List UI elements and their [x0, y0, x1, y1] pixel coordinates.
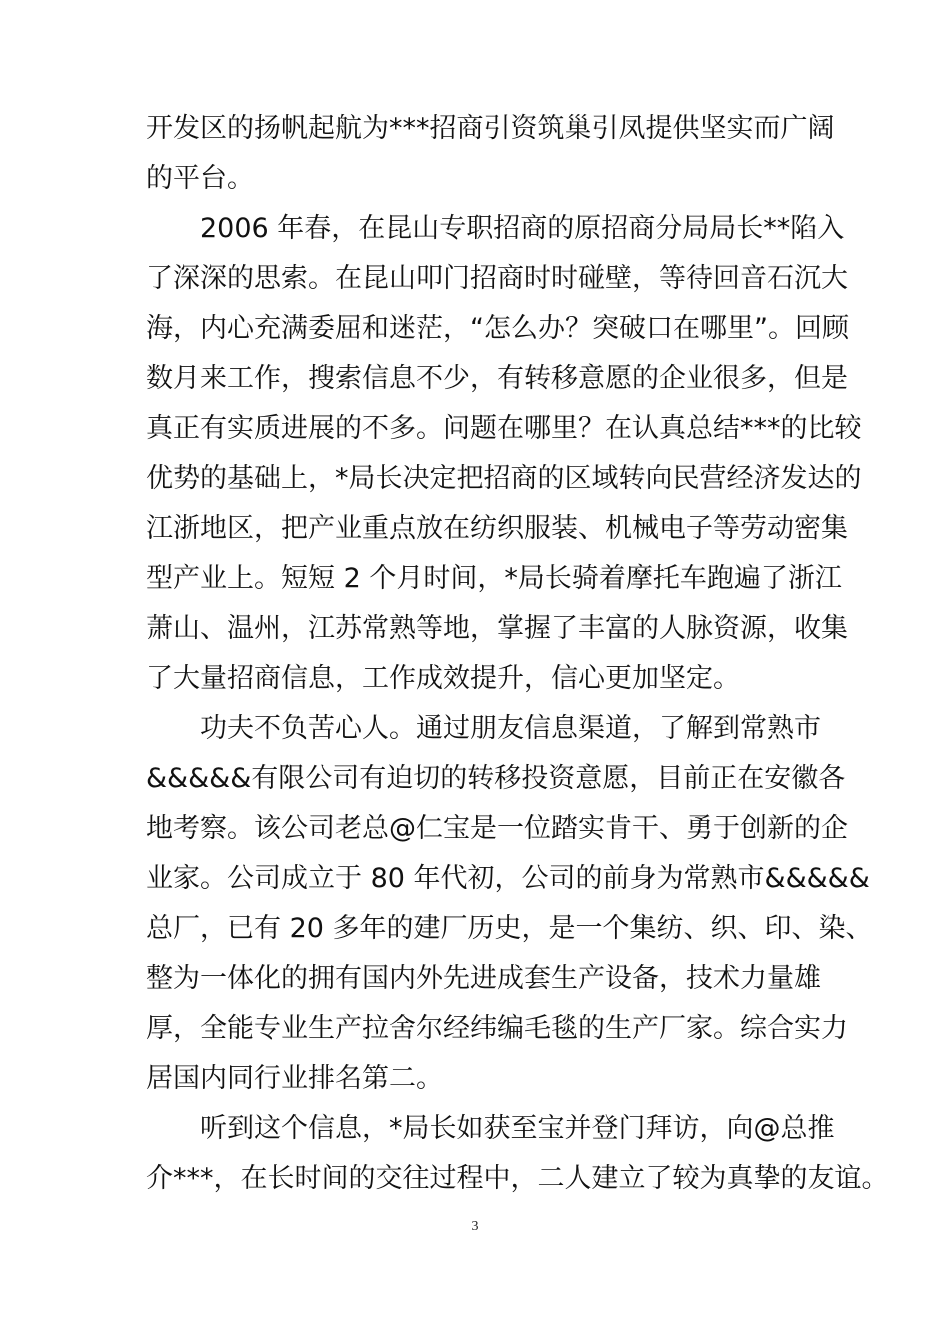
text-line-6: 数月来工作，搜索信息不少，有转移意愿的企业很多，但是: [146, 363, 848, 394]
text-line-10: 型产业上。短短 2 个月时间，*局长骑着摩托车跑遍了浙江: [146, 563, 842, 594]
text-line-18: 整为一体化的拥有国内外先进成套生产设备，技术力量雄: [146, 963, 821, 994]
text-line-4: 了深深的思索。在昆山叩门招商时时碰壁，等待回音石沉大: [146, 263, 848, 294]
text-line-5: 海，内心充满委屈和迷茫，“怎么办？突破口在哪里”。回顾: [146, 313, 849, 344]
text-line-3: 2006 年春，在昆山专职招商的原招商分局局长**陷入: [200, 213, 845, 244]
text-line-17: 总厂，已有 20 多年的建厂历史，是一个集纺、织、印、染、: [146, 913, 873, 944]
text-line-8: 优势的基础上，*局长决定把招商的区域转向民营经济发达的: [146, 463, 862, 494]
text-line-11: 萧山、温州，江苏常熟等地，掌握了丰富的人脉资源，收集: [146, 613, 848, 644]
text-line-9: 江浙地区，把产业重点放在纺织服装、机械电子等劳动密集: [146, 513, 848, 544]
text-line-13: 功夫不负苦心人。通过朋友信息渠道，了解到常熟市: [200, 713, 821, 744]
text-line-22: 介***，在长时间的交往过程中，二人建立了较为真挚的友谊。: [146, 1163, 889, 1194]
text-line-21: 听到这个信息，*局长如获至宝并登门拜访，向@总推: [200, 1113, 835, 1144]
text-line-19: 厚，全能专业生产拉舍尔经纬编毛毯的生产厂家。综合实力: [146, 1013, 848, 1044]
text-line-15: 地考察。该公司老总@仁宝是一位踏实肯干、勇于创新的企: [146, 813, 848, 844]
text-line-16: 业家。公司成立于 80 年代初，公司的前身为常熟市&&&&&: [146, 863, 870, 894]
text-line-2: 的平台。: [146, 163, 254, 194]
text-line-12: 了大量招商信息，工作成效提升，信心更加坚定。: [146, 663, 740, 694]
text-line-20: 居国内同行业排名第二。: [146, 1063, 443, 1094]
page-number: 3: [471, 1219, 479, 1234]
text-line-1: 开发区的扬帆起航为***招商引资筑巢引凤提供坚实而广阔: [146, 113, 835, 144]
text-line-14: &&&&&有限公司有迫切的转移投资意愿，目前正在安徽各: [146, 763, 846, 794]
body-text: [146, 104, 889, 1204]
text-line-7: 真正有实质进展的不多。问题在哪里？在认真总结***的比较: [146, 413, 862, 444]
